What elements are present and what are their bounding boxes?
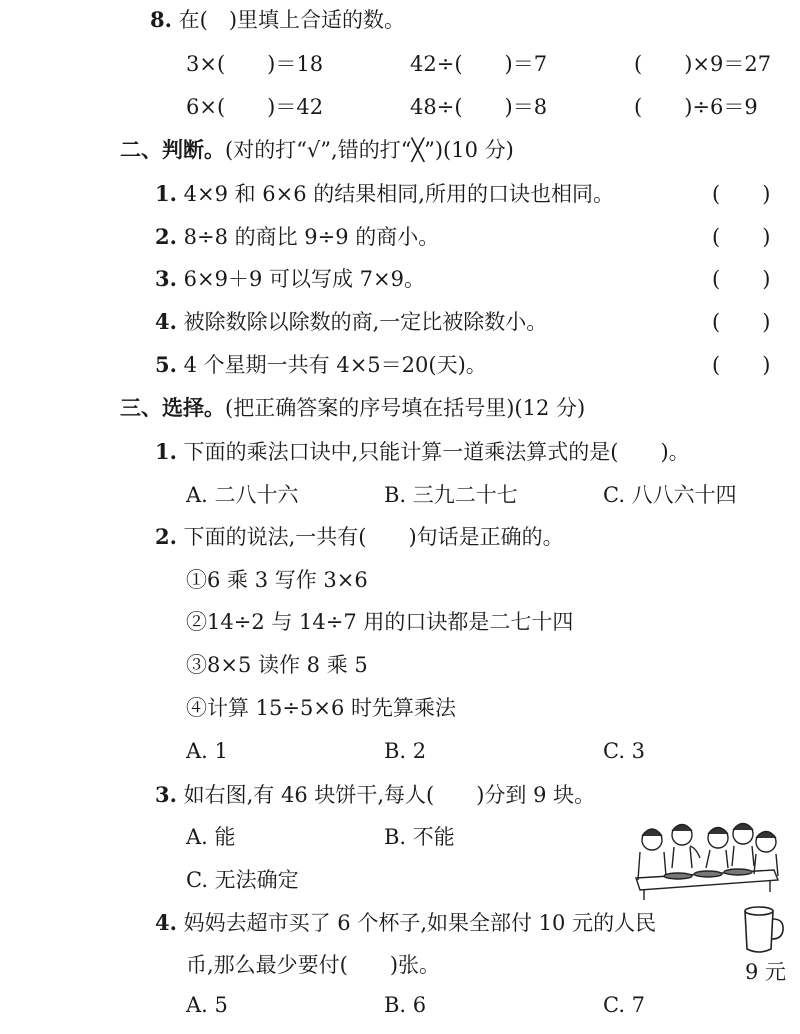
q8-row2-b: 48÷( )＝8 <box>410 95 548 119</box>
answer-paren-5[interactable]: ( ) <box>712 353 771 377</box>
judge-item-3: 3. 6×9＋9 可以写成 7×9。 <box>155 266 425 291</box>
judge-item-5: 5. 4 个星期一共有 4×5＝20(天)。 <box>155 352 487 377</box>
q4-option-b[interactable]: B. 6 <box>384 993 427 1017</box>
q2-statement-4: ④计算 15÷5×6 时先算乘法 <box>186 696 456 720</box>
answer-paren-4[interactable]: ( ) <box>712 310 771 334</box>
choice-q2: 2. 下面的说法,一共有( )句话是正确的。 <box>155 524 564 549</box>
cup-price-label: 9 元 <box>745 960 787 984</box>
q2-option-b[interactable]: B. 2 <box>384 739 427 763</box>
answer-paren-3[interactable]: ( ) <box>712 267 771 291</box>
q4-option-a[interactable]: A. 5 <box>186 993 228 1017</box>
q8-row1-a: 3×( )＝18 <box>186 52 324 76</box>
answer-paren-1[interactable]: ( ) <box>712 182 771 206</box>
q3-option-c[interactable]: C. 无法确定 <box>186 868 299 892</box>
judge-item-2: 2. 8÷8 的商比 9÷9 的商小。 <box>155 224 440 249</box>
judge-item-4: 4. 被除数除以除数的商,一定比被除数小。 <box>155 309 548 334</box>
choice-q3: 3. 如右图,有 46 块饼干,每人( )分到 9 块。 <box>155 782 596 807</box>
q2-option-c[interactable]: C. 3 <box>603 739 646 763</box>
judge-item-1: 1. 4×9 和 6×6 的结果相同,所用的口诀也相同。 <box>155 181 614 206</box>
q8-row2-c: ( )÷6＝9 <box>634 95 758 119</box>
cup-icon <box>740 905 786 955</box>
q4-line2: 币,那么最少要付( )张。 <box>186 953 441 977</box>
q2-statement-3: ③8×5 读作 8 乘 5 <box>186 653 368 677</box>
q2-statement-2: ②14÷2 与 14÷7 用的口诀都是二七十四 <box>186 610 574 634</box>
q3-option-a[interactable]: A. 能 <box>186 825 236 849</box>
q1-option-c[interactable]: C. 八八六十四 <box>603 483 737 507</box>
section3-heading: 三、选择。(把正确答案的序号填在括号里)(12 分) <box>120 395 586 420</box>
q8-row2-a: 6×( )＝42 <box>186 95 324 119</box>
q2-statement-1: ①6 乘 3 写作 3×6 <box>186 568 368 592</box>
q1-option-b[interactable]: B. 三九二十七 <box>384 483 518 507</box>
choice-q4: 4. 妈妈去超市买了 6 个杯子,如果全部付 10 元的人民 <box>155 910 657 935</box>
q3-option-b[interactable]: B. 不能 <box>384 825 455 849</box>
answer-paren-2[interactable]: ( ) <box>712 225 771 249</box>
q1-option-a[interactable]: A. 二八十六 <box>186 483 299 507</box>
q8-row1-b: 42÷( )＝7 <box>410 52 548 76</box>
q2-option-a[interactable]: A. 1 <box>186 739 228 763</box>
q4-option-c[interactable]: C. 7 <box>603 993 646 1017</box>
section2-heading: 二、判断。(对的打“√”,错的打“╳”)(10 分) <box>120 137 514 162</box>
choice-q1: 1. 下面的乘法口诀中,只能计算一道乘法算式的是( )。 <box>155 439 690 464</box>
children-at-table-illustration <box>630 818 780 900</box>
q8-row1-c: ( )×9＝27 <box>634 52 772 76</box>
q8-header: 8. 在( )里填上合适的数。 <box>150 7 406 32</box>
